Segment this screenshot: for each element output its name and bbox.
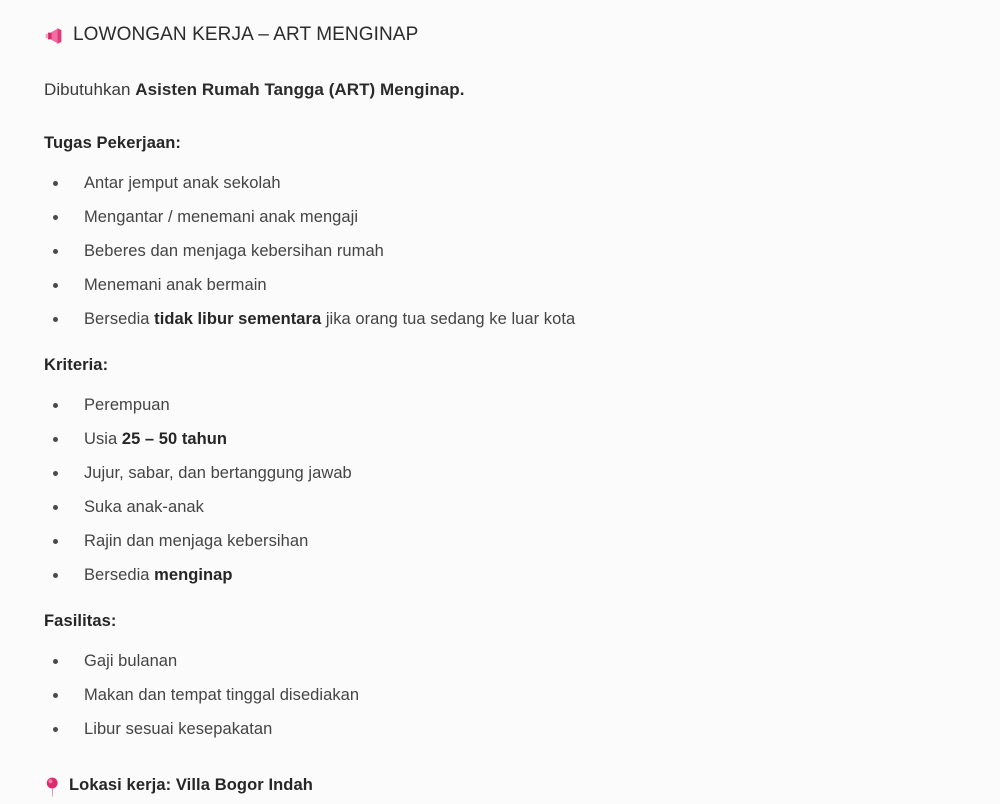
list-item	[44, 564, 960, 586]
item-text: Gaji bulanan	[84, 652, 178, 670]
list-kriteria	[44, 394, 960, 586]
item-text: Libur sesuai kesepakatan	[84, 720, 273, 738]
list-item	[44, 172, 960, 194]
list-item	[44, 530, 960, 552]
list-item	[44, 240, 960, 262]
section-heading-tugas: Tugas Pekerjaan:	[44, 134, 182, 152]
item-text: Usia	[84, 430, 122, 448]
item-text: Perempuan	[84, 396, 170, 414]
item-text: Beberes dan menjaga kebersihan rumah	[84, 242, 384, 260]
list-item	[44, 650, 960, 672]
item-text: Jujur, sabar, dan bertanggung jawab	[84, 464, 352, 482]
list-item	[44, 462, 960, 484]
item-emphasis: tidak libur sementara	[154, 310, 322, 328]
item-text: Bersedia	[84, 566, 155, 584]
list-item	[44, 274, 960, 296]
list-item	[44, 428, 960, 450]
list-tugas-pekerjaan	[44, 172, 960, 330]
spacer	[44, 764, 960, 774]
list-item	[44, 308, 960, 330]
lead-paragraph	[44, 78, 960, 102]
list-item	[44, 496, 960, 518]
item-text: Rajin dan menjaga kebersihan	[84, 532, 309, 550]
list-item	[44, 394, 960, 416]
lead-prefix: Dibutuhkan	[44, 80, 136, 99]
pushpin-icon	[44, 776, 61, 797]
item-emphasis: menginap	[154, 566, 233, 584]
item-text: Antar jemput anak sekolah	[84, 174, 281, 192]
item-text: Menemani anak bermain	[84, 276, 267, 294]
section-heading-fasilitas: Fasilitas:	[44, 612, 117, 630]
megaphone-icon	[44, 26, 64, 46]
list-item	[44, 718, 960, 740]
list-item	[44, 206, 960, 228]
section-kriteria	[44, 354, 960, 586]
section-fasilitas	[44, 610, 960, 740]
item-text: Mengantar / menemani anak mengaji	[84, 208, 359, 226]
section-tugas-pekerjaan	[44, 132, 960, 330]
list-fasilitas	[44, 650, 960, 740]
section-heading-kriteria: Kriteria:	[44, 356, 109, 374]
item-text: Suka anak-anak	[84, 498, 204, 516]
item-emphasis: 25 – 50 tahun	[121, 430, 228, 448]
list-item	[44, 684, 960, 706]
page-title	[44, 22, 960, 48]
item-text: Bersedia	[84, 310, 155, 328]
item-text: Makan dan tempat tinggal disediakan	[84, 686, 360, 704]
location-text: Lokasi kerja: Villa Bogor Indah	[69, 776, 313, 794]
lead-bold: Asisten Rumah Tangga (ART) Menginap.	[135, 80, 465, 99]
page-title-text: LOWONGAN KERJA – ART MENGINAP	[73, 24, 419, 45]
item-text-suffix: jika orang tua sedang ke luar kota	[321, 310, 576, 328]
location-line	[44, 774, 960, 796]
